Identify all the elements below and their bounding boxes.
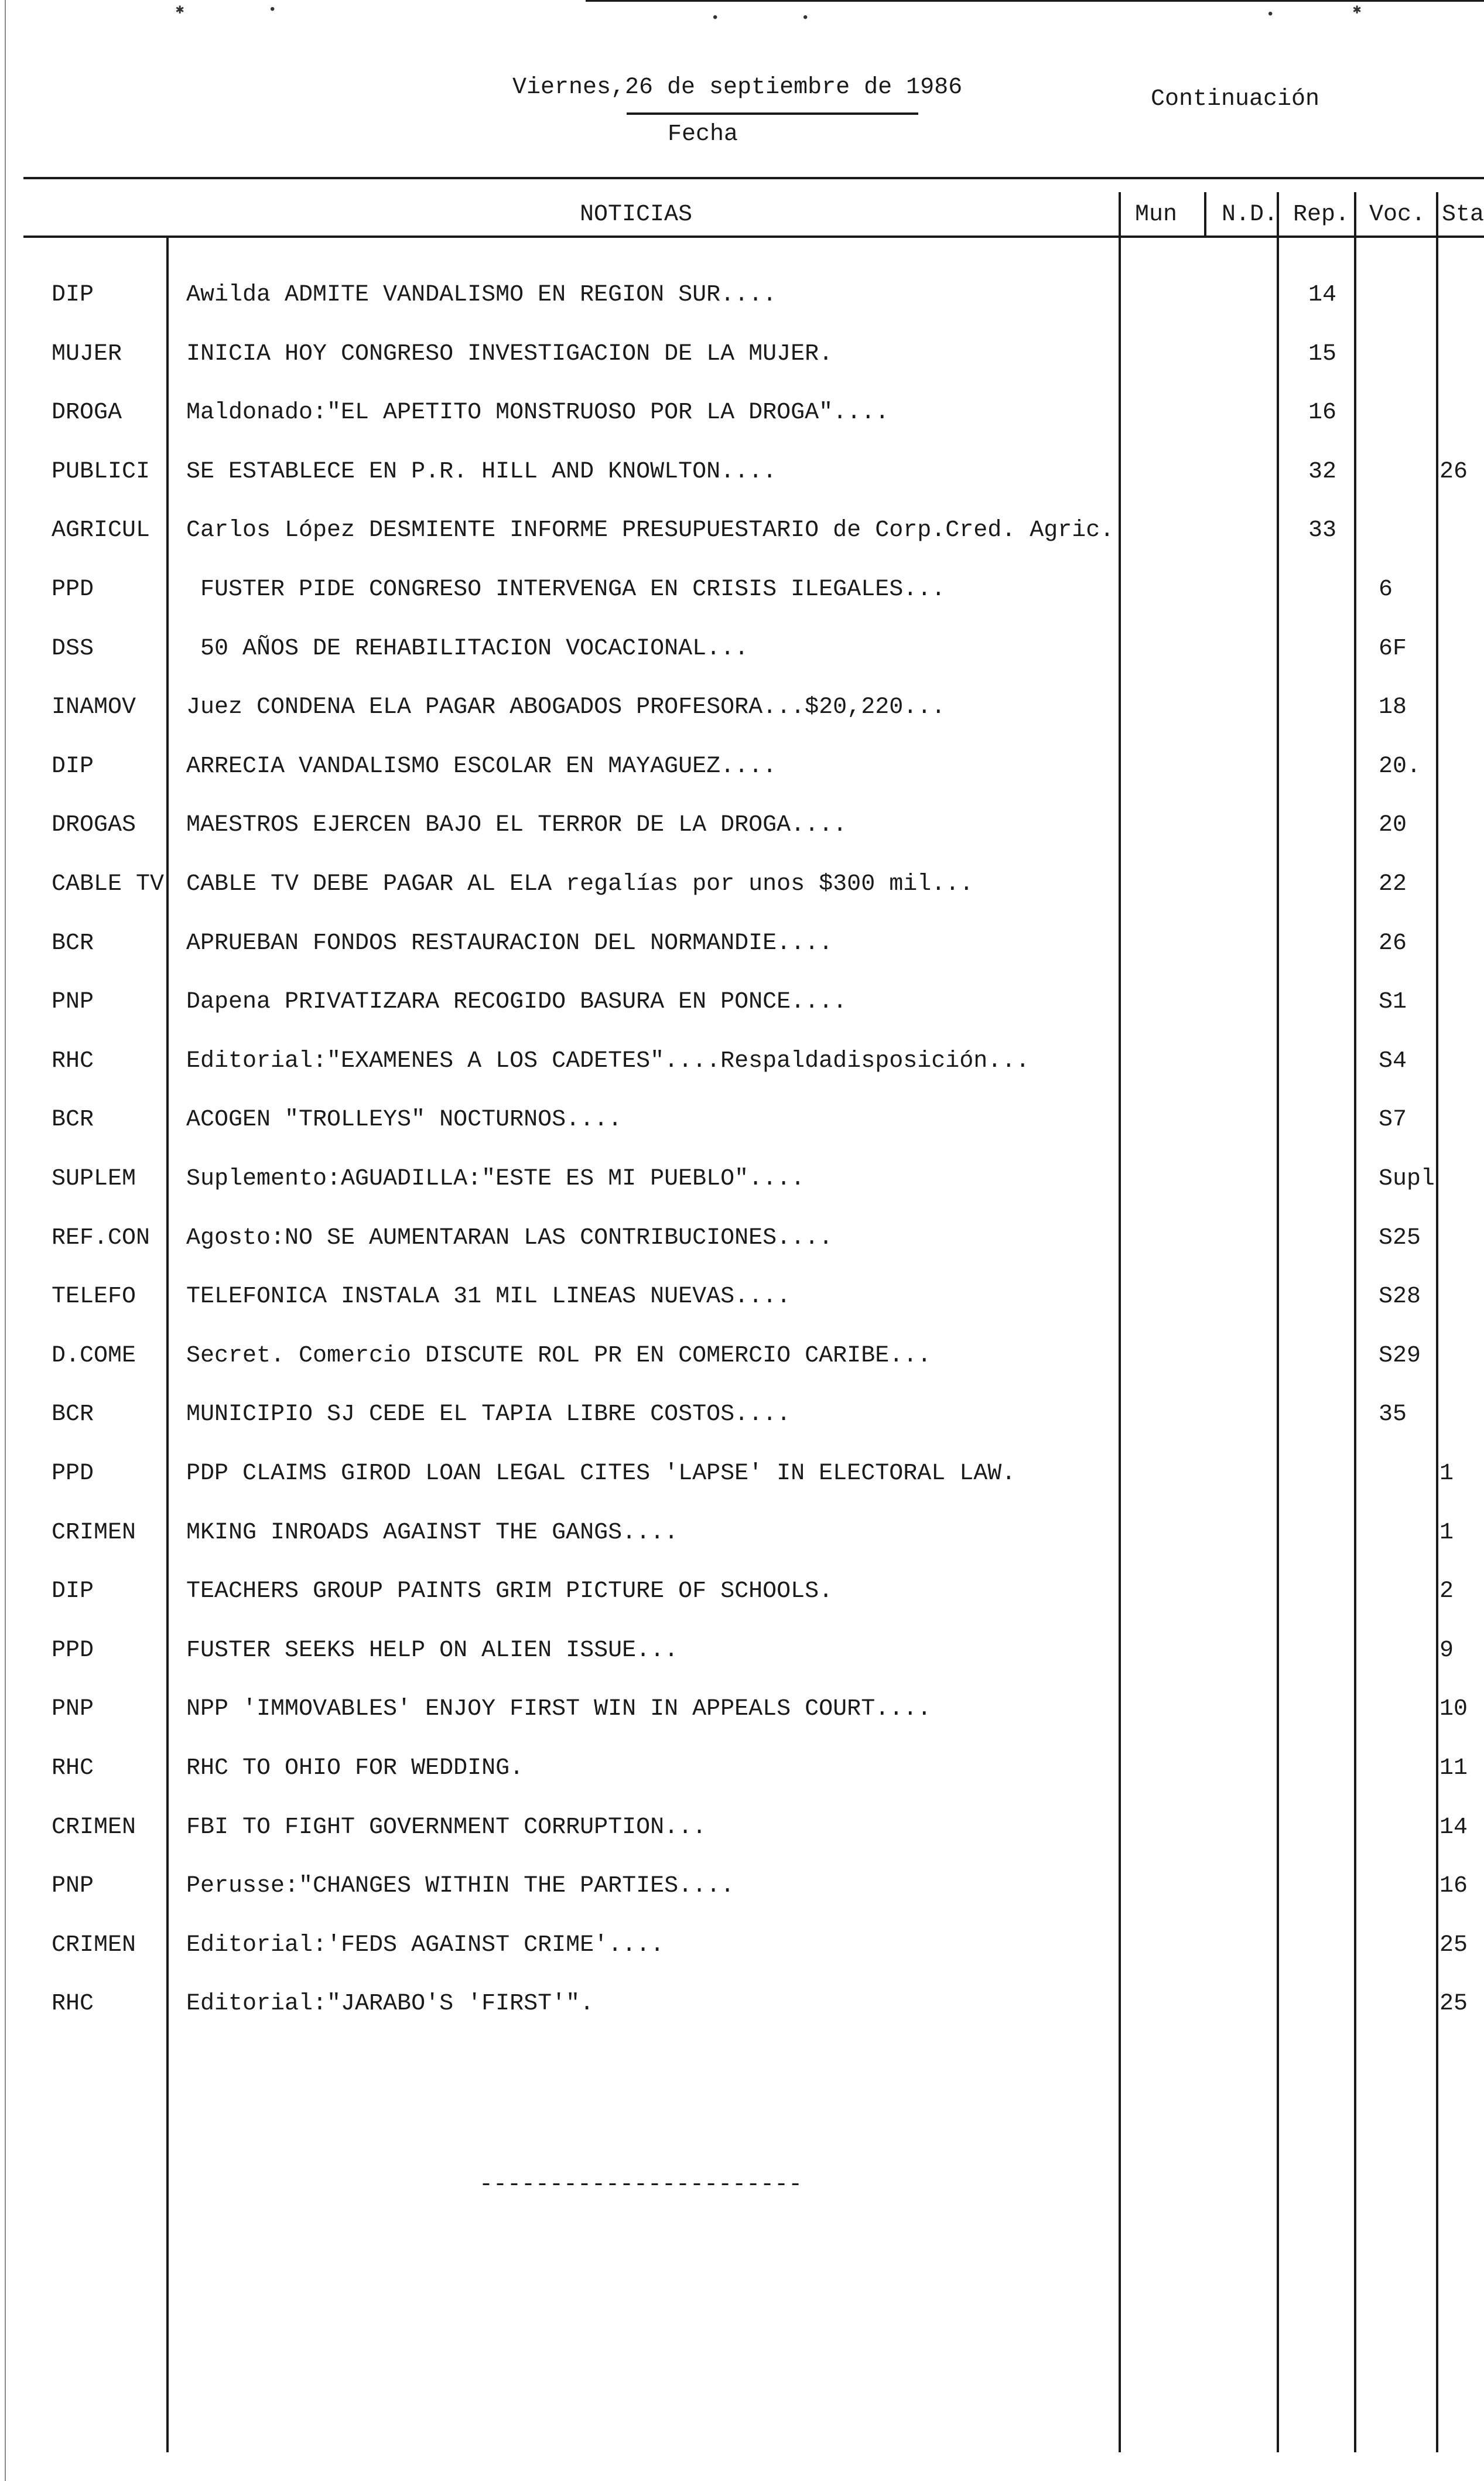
column-divider-nd	[1204, 192, 1206, 236]
top-edge-line	[586, 0, 1484, 2]
row-tag: TELEFO	[52, 1284, 136, 1310]
row-tag: PNP	[52, 1873, 94, 1899]
row-tag: CRIMEN	[52, 1932, 136, 1958]
row-sta-page: 2	[1439, 1578, 1454, 1605]
row-tag: REF.CON	[52, 1225, 151, 1251]
table-top-border	[23, 177, 1484, 179]
row-rep-page: 32	[1308, 459, 1337, 485]
row-sta-page: 10	[1439, 1696, 1468, 1722]
row-tag: BCR	[52, 1107, 94, 1133]
row-voc-page: 22	[1379, 871, 1407, 897]
row-headline: CABLE TV DEBE PAGAR AL ELA regalías por unos $300 mil...	[186, 871, 974, 897]
row-voc-page: S29	[1379, 1343, 1421, 1369]
column-header-mun: Mun	[1135, 202, 1178, 228]
row-rep-page: 15	[1308, 341, 1337, 367]
row-tag: PPD	[52, 576, 94, 603]
voc-column-line	[1354, 238, 1356, 2452]
row-headline: Perusse:"CHANGES WITHIN THE PARTIES....	[186, 1873, 735, 1899]
date-underline	[627, 112, 918, 115]
row-headline: Carlos López DESMIENTE INFORME PRESUPUESTARIO de Corp.Cred. Agric.	[186, 517, 1114, 544]
row-tag: BCR	[52, 930, 94, 957]
row-rep-page: 33	[1308, 517, 1337, 544]
row-headline: Editorial:'FEDS AGAINST CRIME'....	[186, 1932, 665, 1958]
row-tag: CRIMEN	[52, 1520, 136, 1546]
row-headline: APRUEBAN FONDOS RESTAURACION DEL NORMANDIE....	[186, 930, 833, 957]
row-headline: ARRECIA VANDALISMO ESCOLAR EN MAYAGUEZ....	[186, 753, 777, 780]
row-voc-page: 26	[1379, 930, 1407, 957]
column-header-nd: N.D.	[1222, 202, 1278, 228]
row-tag: RHC	[52, 1755, 94, 1782]
row-tag: INAMOV	[52, 694, 136, 721]
row-voc-page: 35	[1379, 1401, 1407, 1428]
table-header-bottom-border	[23, 236, 1484, 238]
row-headline: Suplemento:AGUADILLA:"ESTE ES MI PUEBLO"....	[186, 1166, 805, 1192]
row-tag: DIP	[52, 1578, 94, 1605]
column-header-voc: Voc.	[1369, 202, 1426, 228]
row-tag: PNP	[52, 1696, 94, 1722]
row-tag: DIP	[52, 753, 94, 780]
row-headline: FUSTER SEEKS HELP ON ALIEN ISSUE...	[186, 1637, 679, 1664]
row-headline: ACOGEN "TROLLEYS" NOCTURNOS....	[186, 1107, 623, 1133]
print-speck: ✱	[176, 2, 184, 18]
date-label: Fecha	[668, 121, 738, 148]
row-voc-page: 6	[1379, 576, 1393, 603]
row-tag: D.COME	[52, 1343, 136, 1369]
row-headline: TEACHERS GROUP PAINTS GRIM PICTURE OF SCHOOLS.	[186, 1578, 833, 1605]
column-divider-sta	[1436, 192, 1438, 236]
row-tag: PPD	[52, 1460, 94, 1487]
row-headline: FBI TO FIGHT GOVERNMENT CORRUPTION...	[186, 1814, 707, 1841]
row-sta-page: 1	[1439, 1520, 1454, 1546]
print-speck: •	[801, 11, 810, 26]
row-voc-page: Supl	[1379, 1166, 1435, 1192]
row-voc-page: S1	[1379, 989, 1407, 1015]
row-sta-page: 14	[1439, 1814, 1468, 1841]
left-edge-line	[5, 0, 6, 2481]
row-voc-page: S25	[1379, 1225, 1421, 1251]
row-headline: TELEFONICA INSTALA 31 MIL LINEAS NUEVAS....	[186, 1284, 791, 1310]
row-headline: Maldonado:"EL APETITO MONSTRUOSO POR LA DROGA"....	[186, 400, 890, 426]
row-headline: Awilda ADMITE VANDALISMO EN REGION SUR....	[186, 282, 777, 308]
row-rep-page: 14	[1308, 282, 1337, 308]
row-headline: MAESTROS EJERCEN BAJO EL TERROR DE LA DROGA....	[186, 812, 847, 838]
column-divider-voc	[1354, 192, 1356, 236]
row-tag: BCR	[52, 1401, 94, 1428]
column-header-noticias: NOTICIAS	[580, 202, 693, 228]
row-tag: DROGA	[52, 400, 122, 426]
row-headline: Editorial:"EXAMENES A LOS CADETES"....Respaldadisposición...	[186, 1048, 1030, 1074]
rep-column-line	[1277, 238, 1279, 2452]
tag-column-line	[166, 238, 169, 2452]
column-header-rep: Rep.	[1293, 202, 1350, 228]
row-sta-page: 25	[1439, 1991, 1468, 2017]
row-tag: SUPLEM	[52, 1166, 136, 1192]
date-line: Viernes,26 de septiembre de 1986	[512, 74, 963, 101]
row-headline: Juez CONDENA ELA PAGAR ABOGADOS PROFESORA...$20,220...	[186, 694, 946, 721]
print-speck: •	[711, 11, 720, 26]
row-tag: MUJER	[52, 341, 122, 367]
row-voc-page: 20	[1379, 812, 1407, 838]
footer-separator: -----------------------	[479, 2172, 803, 2198]
row-headline: MUNICIPIO SJ CEDE EL TAPIA LIBRE COSTOS....	[186, 1401, 791, 1428]
row-voc-page: S4	[1379, 1048, 1407, 1074]
row-headline: 50 AÑOS DE REHABILITACION VOCACIONAL...	[186, 636, 749, 662]
row-sta-page: 25	[1439, 1932, 1468, 1958]
row-tag: RHC	[52, 1991, 94, 2017]
row-headline: Editorial:"JARABO'S 'FIRST'".	[186, 1991, 594, 2017]
row-sta-page: 11	[1439, 1755, 1468, 1782]
row-tag: CRIMEN	[52, 1814, 136, 1841]
sta-column-line	[1436, 238, 1438, 2452]
column-header-sta: Sta	[1442, 202, 1484, 228]
row-headline: Secret. Comercio DISCUTE ROL PR EN COMERCIO CARIBE...	[186, 1343, 932, 1369]
row-headline: Agosto:NO SE AUMENTARAN LAS CONTRIBUCIONES....	[186, 1225, 833, 1251]
print-speck: •	[268, 2, 277, 18]
row-voc-page: S7	[1379, 1107, 1407, 1133]
row-sta-page: 1	[1439, 1460, 1454, 1487]
row-headline: FUSTER PIDE CONGRESO INTERVENGA EN CRISIS ILEGALES...	[186, 576, 946, 603]
row-headline: INICIA HOY CONGRESO INVESTIGACION DE LA MUJER.	[186, 341, 833, 367]
row-sta-page: 9	[1439, 1637, 1454, 1664]
print-speck: •	[1266, 7, 1275, 23]
continuation-label: Continuación	[1151, 86, 1320, 112]
row-headline: PDP CLAIMS GIROD LOAN LEGAL CITES 'LAPSE' IN ELECTORAL LAW.	[186, 1460, 1016, 1487]
row-tag: RHC	[52, 1048, 94, 1074]
row-tag: PUBLICI	[52, 459, 151, 485]
row-tag: DIP	[52, 282, 94, 308]
row-headline: MKING INROADS AGAINST THE GANGS....	[186, 1520, 679, 1546]
print-speck: ✱	[1353, 2, 1362, 18]
row-voc-page: 18	[1379, 694, 1407, 721]
row-headline: Dapena PRIVATIZARA RECOGIDO BASURA EN PONCE....	[186, 989, 847, 1015]
row-headline: SE ESTABLECE EN P.R. HILL AND KNOWLTON....	[186, 459, 777, 485]
column-divider-mun	[1119, 192, 1121, 236]
row-sta-page: 26	[1439, 459, 1468, 485]
row-headline: NPP 'IMMOVABLES' ENJOY FIRST WIN IN APPEALS COURT....	[186, 1696, 932, 1722]
row-tag: CABLE TV	[52, 871, 165, 897]
row-headline: RHC TO OHIO FOR WEDDING.	[186, 1755, 524, 1782]
row-voc-page: S28	[1379, 1284, 1421, 1310]
row-tag: PPD	[52, 1637, 94, 1664]
row-voc-page: 6F	[1379, 636, 1407, 662]
row-tag: DROGAS	[52, 812, 136, 838]
mun-column-line	[1119, 238, 1121, 2452]
row-tag: AGRICUL	[52, 517, 151, 544]
row-voc-page: 20.	[1379, 753, 1421, 780]
row-sta-page: 16	[1439, 1873, 1468, 1899]
row-tag: PNP	[52, 989, 94, 1015]
row-rep-page: 16	[1308, 400, 1337, 426]
row-tag: DSS	[52, 636, 94, 662]
